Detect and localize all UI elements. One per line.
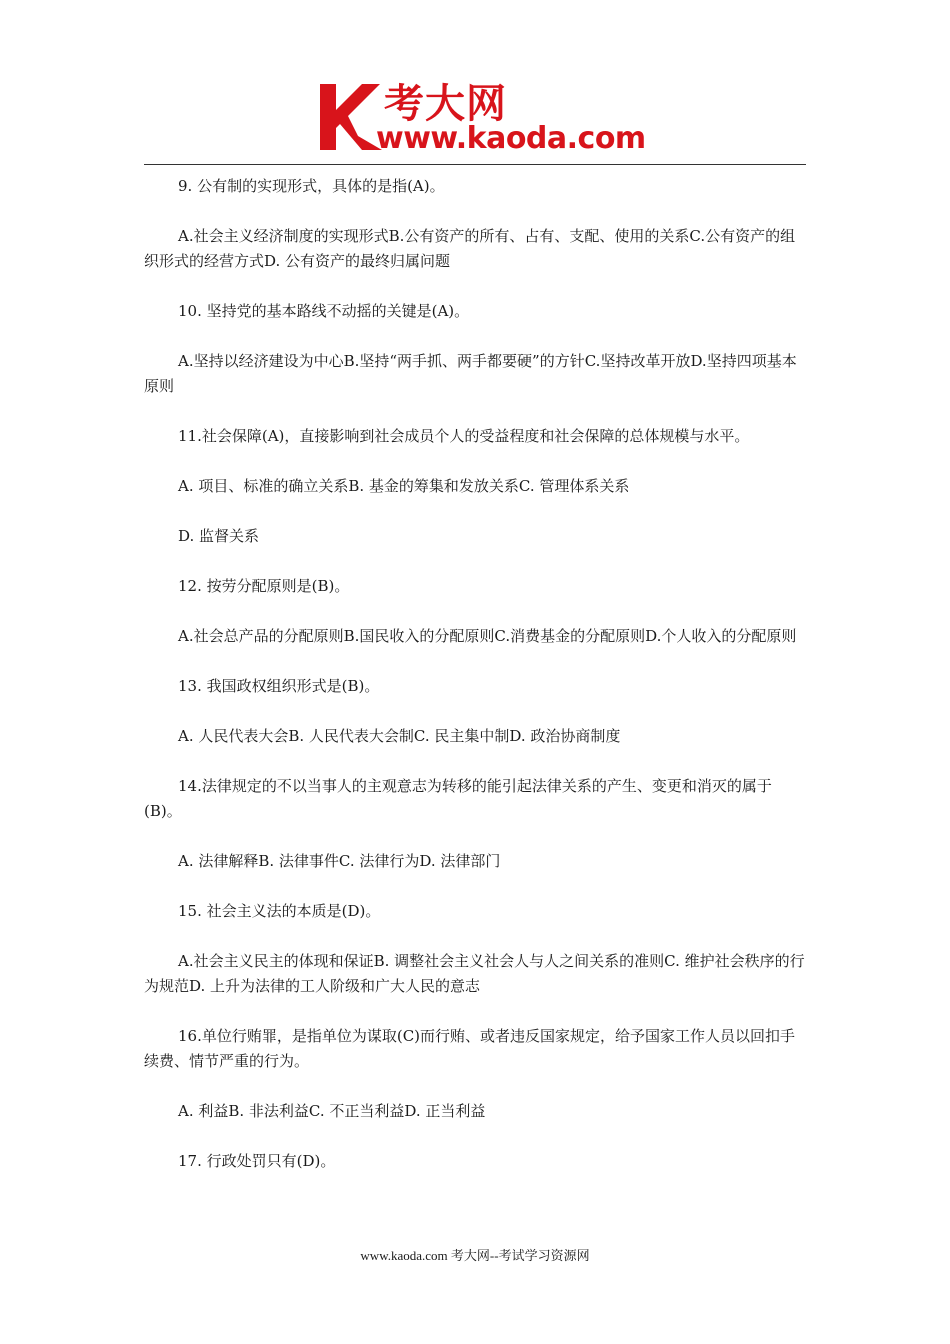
- question-13: 13. 我国政权组织形式是(B)。: [178, 677, 380, 695]
- question-17: 17. 行政处罚只有(D)。: [178, 1152, 336, 1170]
- options-11-d: D. 监督关系: [178, 527, 260, 545]
- options-9: A.社会主义经济制度的实现形式B.公有资产的所有、占有、支配、使用的关系C.公有资产的组织形式的经营方式D. 公有资产的最终归属问题: [144, 227, 796, 270]
- question-16: 16.单位行贿罪，是指单位为谋取(C)而行贿、或者违反国家规定，给予国家工作人员以回扣手续费、情节严重的行为。: [144, 1027, 796, 1070]
- logo-text: 考大网: [384, 81, 507, 127]
- question-14: 14.法律规定的不以当事人的主观意志为转移的能引起法律关系的产生、变更和消灭的属于(B)。: [144, 777, 772, 820]
- options-13: A. 人民代表大会B. 人民代表大会制C. 民主集中制D. 政治协商制度: [178, 727, 621, 745]
- question-10: 10. 坚持党的基本路线不动摇的关键是(A)。: [178, 302, 470, 320]
- options-15: A.社会主义民主的体现和保证B. 调整社会主义社会人与人之间关系的准则C. 维护社会秩序的行为规范D. 上升为法律的工人阶级和广大人民的意志: [144, 952, 805, 995]
- question-9: 9. 公有制的实现形式，具体的是指(A)。: [178, 177, 445, 195]
- document-body: [144, 174, 806, 1199]
- options-10: A.坚持以经济建设为中心B.坚持“两手抓、两手都要硬”的方针C.坚持改革开放D.坚持四项基本原则: [144, 352, 797, 395]
- question-11: 11.社会保障(A)，直接影响到社会成员个人的受益程度和社会保障的总体规模与水平。: [178, 427, 750, 445]
- site-logo[interactable]: [318, 80, 646, 158]
- header-divider: [144, 164, 806, 165]
- options-12: A.社会总产品的分配原则B.国民收入的分配原则C.消费基金的分配原则D.个人收入的分配原则: [178, 627, 797, 645]
- options-16: A. 利益B. 非法利益C. 不正当利益D. 正当利益: [178, 1102, 486, 1120]
- page-footer[interactable]: www.kaoda.com 考大网--考试学习资源网: [360, 1248, 590, 1263]
- question-15: 15. 社会主义法的本质是(D)。: [178, 902, 381, 920]
- question-12: 12. 按劳分配原则是(B)。: [178, 577, 350, 595]
- options-11-abc: A. 项目、标准的确立关系B. 基金的筹集和发放关系C. 管理体系关系: [178, 477, 630, 495]
- k-logo-icon: [318, 80, 384, 152]
- logo-url: www.kaoda.com: [376, 121, 646, 156]
- options-14: A. 法律解释B. 法律事件C. 法律行为D. 法律部门: [178, 852, 501, 870]
